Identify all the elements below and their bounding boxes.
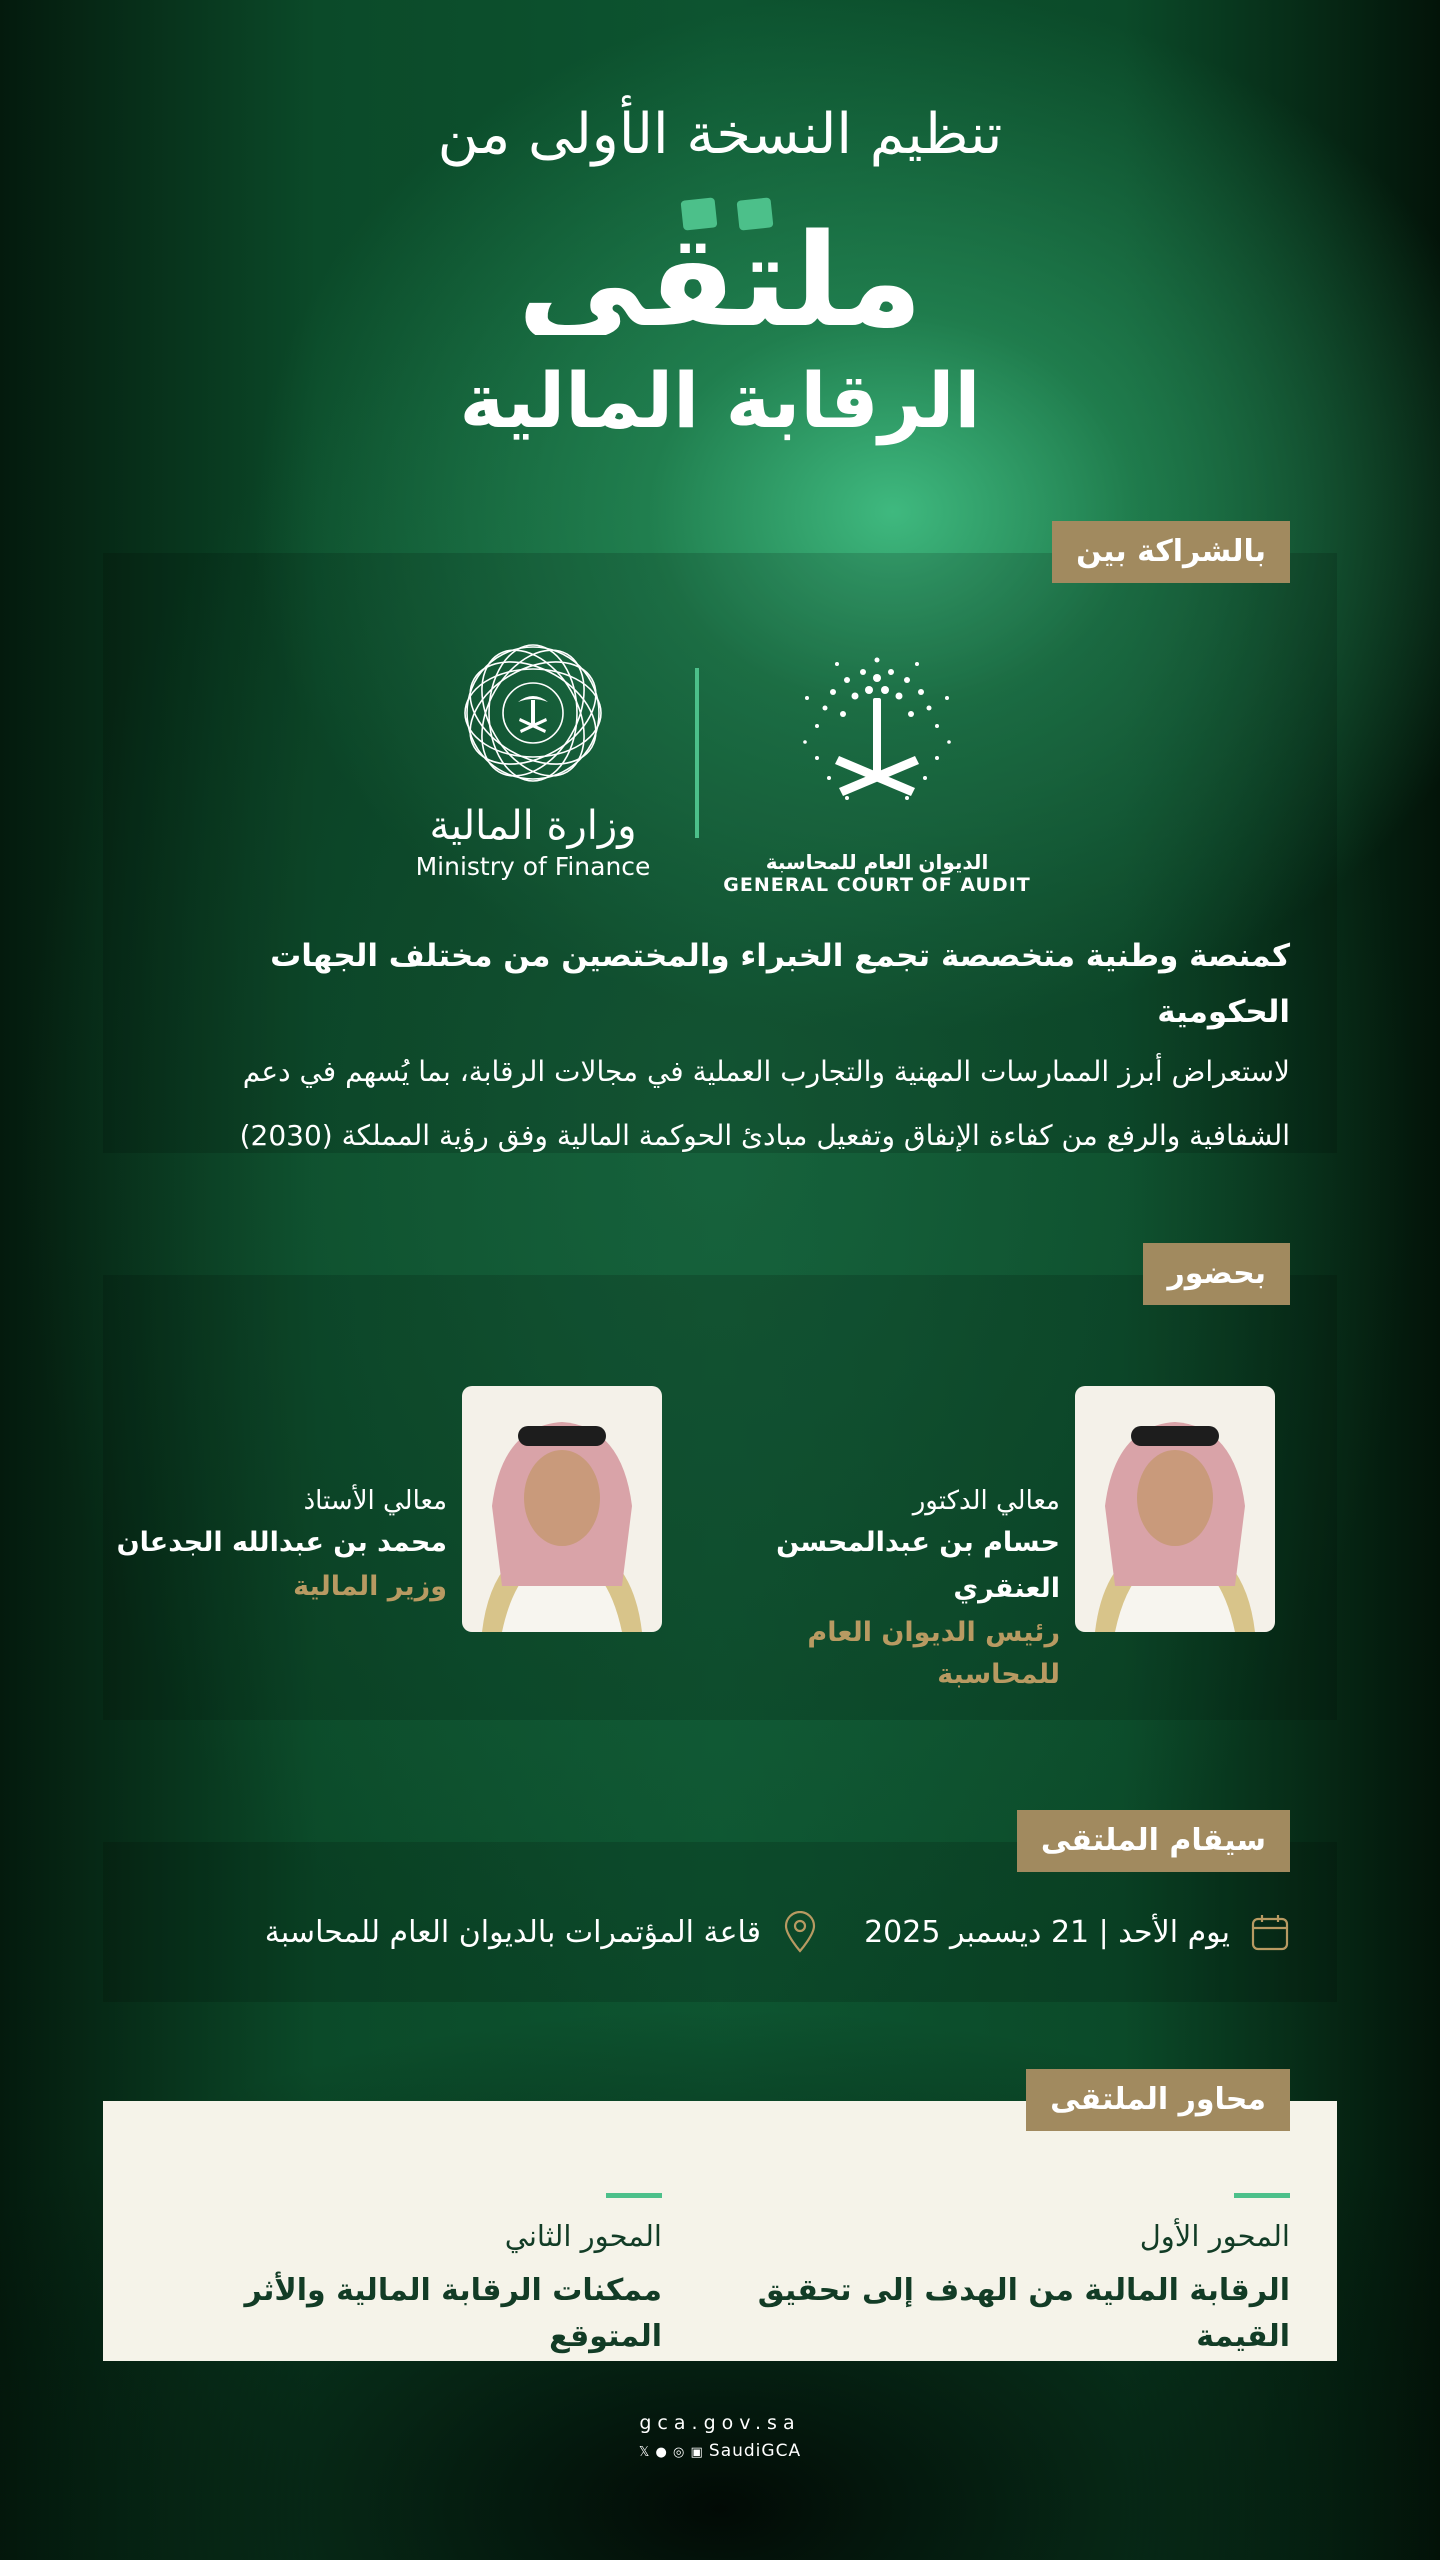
topic-label: المحور الأول xyxy=(1139,2219,1290,2253)
gca-name-english: GENERAL COURT OF AUDIT xyxy=(723,874,1031,896)
website-link[interactable]: gca.gov.sa xyxy=(639,2412,801,2434)
footer xyxy=(0,2408,1440,2466)
partnership-section xyxy=(103,553,1337,1153)
logo-divider xyxy=(695,668,699,838)
event-location xyxy=(265,1902,817,1962)
attendee-info xyxy=(720,1482,1060,1696)
topic-item xyxy=(710,2193,1290,2360)
forum-logo xyxy=(0,195,1440,335)
gca-logo xyxy=(717,638,1037,896)
attendee-photo xyxy=(462,1386,662,1632)
event-date-text: يوم الأحد | 21 ديسمبر 2025 xyxy=(864,1914,1230,1950)
intro-heading: كمنصة وطنية متخصصة تجمع الخبراء والمختصين من مختلف الجهات الحكومية xyxy=(270,938,1290,1030)
mof-emblem-icon xyxy=(458,638,608,788)
topic-label: المحور الثاني xyxy=(504,2219,662,2253)
attendee-role: رئيس الديوان العام للمحاسبة xyxy=(807,1617,1060,1690)
mof-logo xyxy=(403,638,663,882)
hero xyxy=(0,95,1440,449)
hero-subtitle: تنظيم النسخة الأولى من xyxy=(437,102,1003,167)
attendee-name: محمد بن عبدالله الجدعان xyxy=(116,1527,447,1558)
attendee-title: معالي الدكتور xyxy=(912,1486,1060,1516)
gca-name-arabic: الديوان العام للمحاسبة xyxy=(765,850,989,874)
intro-text xyxy=(150,928,1290,1168)
attendee-card xyxy=(715,1386,1275,1690)
attendee-name: حسام بن عبدالمحسن العنقري xyxy=(776,1527,1060,1604)
topic-accent-bar xyxy=(606,2193,662,2198)
attendee-info xyxy=(107,1482,447,1608)
event-date xyxy=(864,1902,1290,1962)
topic-accent-bar xyxy=(1234,2193,1290,2198)
mof-name-english: Ministry of Finance xyxy=(415,852,651,881)
attendee-role: وزير المالية xyxy=(293,1571,447,1602)
social-handle-text: SaudiGCA xyxy=(708,2441,802,2461)
partner-logos xyxy=(103,638,1337,928)
topic-title: الرقابة المالية من الهدف إلى تحقيق القيمة xyxy=(757,2273,1290,2354)
forum-logo-word: ملتقى xyxy=(517,207,923,335)
intro-line-1: لاستعراض أبرز الممارسات المهنية والتجارب العملية في مجالات الرقابة، بما يُسهم في دعم xyxy=(242,1055,1290,1088)
attendee-title: معالي الأستاذ xyxy=(303,1486,447,1516)
topics-section xyxy=(103,2101,1337,2361)
hero-title: الرقابة المالية xyxy=(459,356,981,445)
venue-tag: سيقام الملتقى xyxy=(1017,1810,1290,1872)
attendance-section xyxy=(103,1275,1337,1720)
social-handle[interactable] xyxy=(0,2438,1440,2466)
attendee-photo xyxy=(1075,1386,1275,1632)
topic-item xyxy=(122,2193,662,2360)
partnership-tag: بالشراكة بين xyxy=(1052,521,1290,583)
intro-line-2: الشفافية والرفع من كفاءة الإنفاق وتفعيل مبادئ الحوكمة المالية وفق رؤية المملكة (2030) xyxy=(239,1119,1290,1152)
attendee-card xyxy=(102,1386,662,1636)
topics-tag: محاور الملتقى xyxy=(1026,2069,1290,2131)
social-icons: 𝕏 ● ◎ ▣ xyxy=(638,2445,709,2460)
calendar-icon xyxy=(1250,1912,1290,1952)
event-location-text: قاعة المؤتمرات بالديوان العام للمحاسبة xyxy=(264,1914,761,1950)
location-pin-icon xyxy=(783,1911,817,1953)
venue-row xyxy=(103,1902,1337,1962)
mof-name-arabic: وزارة المالية xyxy=(429,803,637,849)
forum-logo-mark xyxy=(420,195,1020,335)
topic-title: ممكنات الرقابة المالية والأثر المتوقع xyxy=(244,2273,662,2354)
gca-palm-icon xyxy=(777,638,977,838)
attendance-tag: بحضور xyxy=(1143,1243,1290,1305)
